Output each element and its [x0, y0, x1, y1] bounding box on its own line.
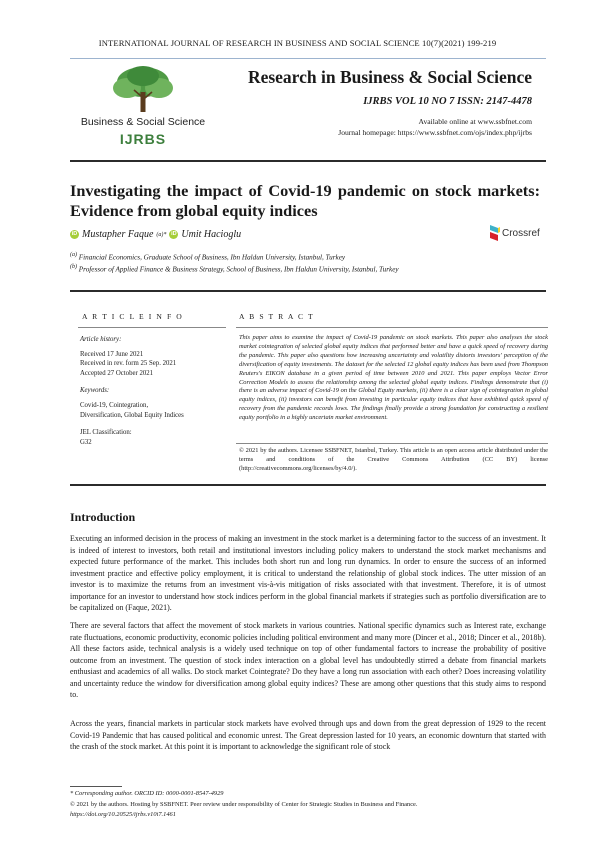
author-name: Mustapher Faque [82, 229, 154, 240]
article-info-rule [78, 327, 226, 328]
info-bottom-rule [70, 484, 546, 486]
journal-volume: IJRBS VOL 10 NO 7 ISSN: 2147-4478 [363, 96, 532, 107]
keywords-label: Keywords: [80, 387, 110, 395]
tree-icon [78, 60, 208, 116]
crossref-badge[interactable] [489, 223, 549, 243]
running-header: INTERNATIONAL JOURNAL OF RESEARCH IN BUSINESS AND SOCIAL SCIENCE 10(7)(2021) 199-219 [98, 38, 497, 48]
keywords-line: Diversification, Global Equity Indices [80, 411, 184, 419]
available-online: Available online at www.ssbfnet.com [418, 117, 532, 126]
body-paragraph: Executing an informed decision in the process of making an investment in the stock market is a determining factor to the success of an investment. It is indeed of interest to investors, both retail and institutional investors including policy makers to understand the stock market mechanisms and expected future performance of the market. This includes both short run and long run dynamics. In order to ensure the success of an informed investment practice and effective policy employment, it is critical to understand the relationship of global stock indices. The utter mission of an investor is to maximize the returns from an investment vis-à-vis mitigation of risks associated with that investment. Therefore, it is of utmost importance for an investor to understand how stock indices perform in the global financial markets if strategies such as portfolio diversification are to be capitalized on (Faque, 2021). [70, 534, 546, 612]
affiliation-text: Professor of Applied Finance & Business Strategy, School of Business, Ibn Haldun University, Istanbul, Turkey [78, 265, 399, 274]
abstract-rule [236, 327, 548, 328]
abstract-text: This paper aims to examine the impact of Covid-19 pandemic on stock markets. This paper also analyses the stock market cointegration of selected global equity indices that performed better and have a quick speed of recovery during the pandemic. This paper also questions how increasing uncertainty and volatility distorts investors' perception of the diversification of equity investments. The dataset for the selected 12 global equity indices has been used from Thompson Reuters's EIKON database in a given period of time between 2010 and 2021. This paper employs Vector Error Correction Models to assess the relationship among the selected global equity indices. Findings demonstrate that (i) there is an adverse impact of Covid-19 on the Global Equity markets, (ii) there is a clear sign of cointegration in global equity indices, (ii) investors can benefit from investing in particular equity indices that have exhibited quick speed of recovery from the pandemic records lows. The findings finally provide a strong foundation for constructing a resilient equity portfolio in a highly uncertain market environment. [239, 334, 548, 422]
affiliation-marker: (a) [70, 252, 77, 258]
history-label: Article history: [80, 336, 122, 343]
masthead-rule [70, 160, 546, 162]
author-superscript: (a)* [156, 231, 167, 238]
doi-link[interactable]: https://doi.org/10.20525/ijrbs.v10i7.1461 [70, 811, 176, 818]
copyright-rule [236, 443, 548, 444]
accepted-date: Accepted 27 October 2021 [80, 369, 154, 377]
logo-acronym: IJRBS [119, 131, 167, 147]
journal-logo [78, 60, 208, 150]
affiliation-a [70, 252, 540, 261]
jel-label: JEL Classification: [80, 429, 132, 437]
affiliation-text: Financial Economics, Graduate School of Business, Ibn Haldun University, Istanbul, Turkey [78, 253, 346, 262]
logo-text: Business & Social Science [80, 116, 206, 128]
journal-homepage[interactable]: Journal homepage: https://www.ssbfnet.com/ojs/index.php/ijrbs [338, 128, 532, 137]
paper-title: Investigating the impact of Covid-19 pandemic on stock markets: Evidence from global equity indices [70, 181, 540, 220]
crossref-icon [489, 223, 501, 243]
abstract-heading: A B S T R A C T [239, 312, 315, 321]
body-paragraph: Across the years, financial markets in particular stock markets have evolved through ups and down from the great depression of 1929 to the recent Covid-19 Pandemic that has caused political and economic unrest. The Great depression lasted for 10 years, an economic downturn that started with the crash of the stock market. At this point it is important to acknowledge the significant role of stock [70, 719, 546, 751]
received-date: Received 17 June 2021 [80, 350, 144, 358]
author-list [70, 229, 241, 240]
corresponding-author: * Corresponding author. ORCID ID: 0000-0001-8547-4929 [70, 790, 224, 797]
hosting-note: © 2021 by the authors. Hosting by SSBFNET. Peer review under responsibility of Center for Strategic Studies in Business and Finance. [70, 800, 418, 808]
info-top-rule [70, 290, 546, 292]
journal-title: Research in Business & Social Science [247, 67, 532, 87]
jel-value: G32 [80, 438, 92, 446]
affiliation-b [70, 264, 540, 273]
author-name: Umit Hacioglu [181, 229, 242, 240]
revised-date: Received in rev. form 25 Sep. 2021 [80, 360, 177, 368]
body-paragraph: There are several factors that affect the movement of stock markets in various countries. National specific dynamics such as Interest rate, exchange rate fluctuations, economic productivity, economic policies including political environment and many more (Dincer et al., 2018; Dincer et al., 2018b). All these factors aside, technical analysis is a widely used technique on top of other fundamental factors to increase the probability of positive outcome from an investment. The question of stock index interaction on a global level has undoubtedly stirred a debate from financial markets enthusiast and academics of all walks. Do stock market Cointegrate? Do they have a long run association with each other? Does increasing volatility and uncertainty reduce the window for diversification among global equity indices? These are among other questions that this study aims to respond to. [70, 621, 546, 699]
keywords-line: Covid-19, Cointegration, [80, 401, 149, 409]
orcid-icon[interactable]: iD [171, 231, 177, 237]
header-rule [70, 58, 546, 59]
journal-availability [226, 116, 532, 138]
orcid-icon[interactable]: iD [71, 231, 78, 237]
article-info-heading: A R T I C L E I N F O [82, 312, 184, 321]
article-history [80, 335, 228, 447]
affiliation-marker: (b) [70, 264, 77, 270]
section-heading: Introduction [70, 510, 136, 524]
footnote-rule [70, 786, 122, 787]
footnote [70, 789, 546, 821]
crossref-label: Crossref [502, 228, 540, 239]
license-text: © 2021 by the authors. Licensee SSBFNET, Istanbul, Turkey. This article is an open access article distributed under the terms and conditions of the Creative Commons Attribution (CC BY) license (http://creativecommons.org/licenses/by/4.0/). [239, 447, 548, 472]
